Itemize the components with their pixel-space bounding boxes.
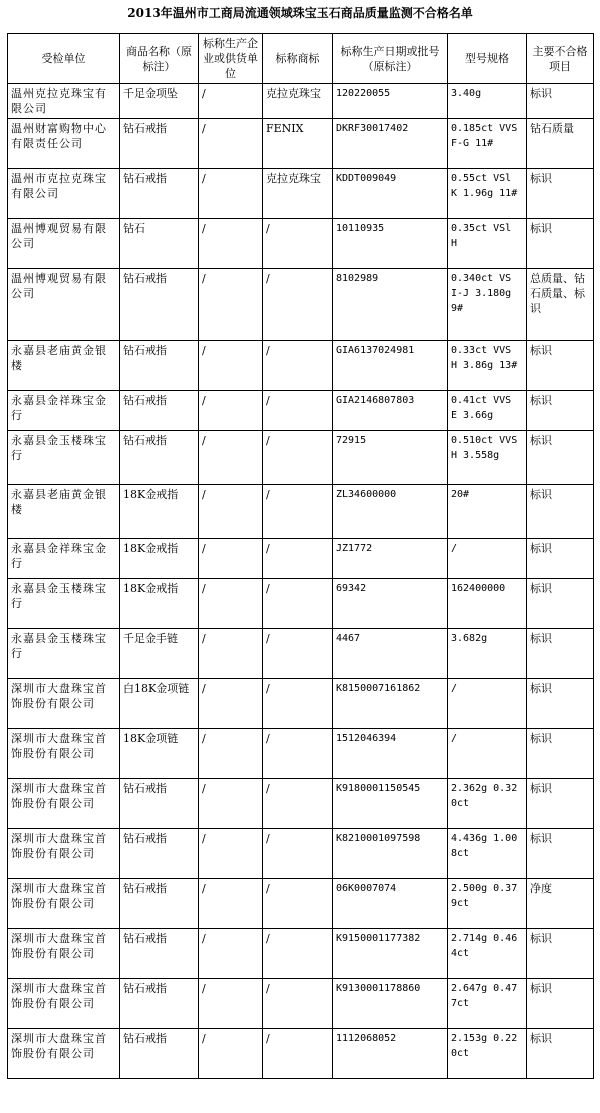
unit-cell: 深圳市大盘珠宝首饰股份有限公司 xyxy=(8,1029,120,1079)
table-row xyxy=(8,431,594,485)
product-name-cell: 钻石戒指 xyxy=(120,119,199,169)
maker-cell: / xyxy=(199,219,263,269)
spec-cell: 162400000 xyxy=(448,579,527,629)
unit-cell: 永嘉县金玉楼珠宝行 xyxy=(8,431,120,485)
spec-cell: 0.55ct VSl K 1.96g 11# xyxy=(448,169,527,219)
brand-cell: / xyxy=(263,679,333,729)
table-row xyxy=(8,84,594,119)
unit-cell: 永嘉县金玉楼珠宝行 xyxy=(8,579,120,629)
table-header-row xyxy=(8,34,594,84)
issue-cell: 标识 xyxy=(527,929,594,979)
maker-cell: / xyxy=(199,119,263,169)
header-spec: 型号规格 xyxy=(448,34,527,84)
batch-cell: 69342 xyxy=(333,579,448,629)
batch-cell: 1512046394 xyxy=(333,729,448,779)
spec-cell: 0.35ct VSl H xyxy=(448,219,527,269)
unit-cell: 深圳市大盘珠宝首饰股份有限公司 xyxy=(8,679,120,729)
header-batch: 标称生产日期或批号（原标注） xyxy=(333,34,448,84)
spec-cell: 0.510ct VVS H 3.558g xyxy=(448,431,527,485)
maker-cell: / xyxy=(199,431,263,485)
brand-cell: / xyxy=(263,929,333,979)
table-row xyxy=(8,485,594,539)
issue-cell: 标识 xyxy=(527,629,594,679)
issue-cell: 标识 xyxy=(527,579,594,629)
brand-cell: 克拉克珠宝 xyxy=(263,84,333,119)
spec-cell: / xyxy=(448,679,527,729)
spec-cell: 2.647g 0.477ct xyxy=(448,979,527,1029)
issue-cell: 标识 xyxy=(527,979,594,1029)
brand-cell: / xyxy=(263,729,333,779)
table-row xyxy=(8,341,594,391)
spec-cell: 2.153g 0.220ct xyxy=(448,1029,527,1079)
maker-cell: / xyxy=(199,269,263,341)
table-row xyxy=(8,269,594,341)
brand-cell: / xyxy=(263,431,333,485)
brand-cell: 克拉克珠宝 xyxy=(263,169,333,219)
product-name-cell: 18K金项链 xyxy=(120,729,199,779)
spec-cell: 2.500g 0.379ct xyxy=(448,879,527,929)
product-name-cell: 钻石戒指 xyxy=(120,341,199,391)
brand-cell: / xyxy=(263,879,333,929)
brand-cell: / xyxy=(263,269,333,341)
batch-cell: 1112068052 xyxy=(333,1029,448,1079)
maker-cell: / xyxy=(199,679,263,729)
product-name-cell: 钻石戒指 xyxy=(120,979,199,1029)
unit-cell: 永嘉县老庙黄金银楼 xyxy=(8,485,120,539)
batch-cell: 120220055 xyxy=(333,84,448,119)
spec-cell: 3.682g xyxy=(448,629,527,679)
issue-cell: 钻石质量 xyxy=(527,119,594,169)
product-name-cell: 钻石戒指 xyxy=(120,169,199,219)
batch-cell: DKRF30017402 xyxy=(333,119,448,169)
unit-cell: 永嘉县金玉楼珠宝行 xyxy=(8,629,120,679)
product-name-cell: 钻石戒指 xyxy=(120,879,199,929)
unit-cell: 深圳市大盘珠宝首饰股份有限公司 xyxy=(8,729,120,779)
maker-cell: / xyxy=(199,579,263,629)
batch-cell: 4467 xyxy=(333,629,448,679)
brand-cell: / xyxy=(263,539,333,579)
brand-cell: / xyxy=(263,579,333,629)
table-row xyxy=(8,579,594,629)
issue-cell: 标识 xyxy=(527,779,594,829)
table-row xyxy=(8,539,594,579)
issue-cell: 标识 xyxy=(527,84,594,119)
product-name-cell: 钻石 xyxy=(120,219,199,269)
header-brand: 标称商标 xyxy=(263,34,333,84)
maker-cell: / xyxy=(199,829,263,879)
maker-cell: / xyxy=(199,169,263,219)
batch-cell: 06K0007074 xyxy=(333,879,448,929)
table-row xyxy=(8,879,594,929)
product-name-cell: 钻石戒指 xyxy=(120,929,199,979)
header-product-name: 商品名称（原标注） xyxy=(120,34,199,84)
brand-cell: / xyxy=(263,485,333,539)
table-row xyxy=(8,629,594,679)
batch-cell: K9150001177382 xyxy=(333,929,448,979)
brand-cell: / xyxy=(263,391,333,431)
table-row xyxy=(8,169,594,219)
product-name-cell: 钻石戒指 xyxy=(120,269,199,341)
brand-cell: / xyxy=(263,1029,333,1079)
brand-cell: / xyxy=(263,629,333,679)
table-row xyxy=(8,779,594,829)
spec-cell: / xyxy=(448,539,527,579)
unit-cell: 永嘉县老庙黄金银楼 xyxy=(8,341,120,391)
maker-cell: / xyxy=(199,929,263,979)
unit-cell: 深圳市大盘珠宝首饰股份有限公司 xyxy=(8,779,120,829)
spec-cell: / xyxy=(448,729,527,779)
product-name-cell: 钻石戒指 xyxy=(120,779,199,829)
table-row xyxy=(8,979,594,1029)
maker-cell: / xyxy=(199,879,263,929)
batch-cell: JZ1772 xyxy=(333,539,448,579)
table-row xyxy=(8,929,594,979)
product-name-cell: 钻石戒指 xyxy=(120,829,199,879)
issue-cell: 标识 xyxy=(527,539,594,579)
brand-cell: / xyxy=(263,219,333,269)
header-unit: 受检单位 xyxy=(8,34,120,84)
spec-cell: 0.340ct VS I-J 3.180g 9# xyxy=(448,269,527,341)
issue-cell: 总质量、钻石质量、标识 xyxy=(527,269,594,341)
table-row xyxy=(8,829,594,879)
brand-cell: / xyxy=(263,779,333,829)
maker-cell: / xyxy=(199,729,263,779)
table-row xyxy=(8,729,594,779)
maker-cell: / xyxy=(199,84,263,119)
brand-cell: / xyxy=(263,829,333,879)
unit-cell: 深圳市大盘珠宝首饰股份有限公司 xyxy=(8,979,120,1029)
batch-cell: 72915 xyxy=(333,431,448,485)
batch-cell: GIA2146807803 xyxy=(333,391,448,431)
table-row xyxy=(8,1029,594,1079)
product-name-cell: 白18K金项链 xyxy=(120,679,199,729)
issue-cell: 标识 xyxy=(527,341,594,391)
product-name-cell: 钻石戒指 xyxy=(120,391,199,431)
batch-cell: K9130001178860 xyxy=(333,979,448,1029)
issue-cell: 标识 xyxy=(527,169,594,219)
unit-cell: 永嘉县金祥珠宝金行 xyxy=(8,391,120,431)
maker-cell: / xyxy=(199,979,263,1029)
spec-cell: 20# xyxy=(448,485,527,539)
issue-cell: 标识 xyxy=(527,829,594,879)
unit-cell: 深圳市大盘珠宝首饰股份有限公司 xyxy=(8,879,120,929)
maker-cell: / xyxy=(199,391,263,431)
table-row xyxy=(8,219,594,269)
product-name-cell: 18K金戒指 xyxy=(120,539,199,579)
unit-cell: 永嘉县金祥珠宝金行 xyxy=(8,539,120,579)
table-row xyxy=(8,391,594,431)
issue-cell: 标识 xyxy=(527,485,594,539)
unit-cell: 温州博观贸易有限公司 xyxy=(8,219,120,269)
unit-cell: 温州克拉克珠宝有限公司 xyxy=(8,84,120,119)
batch-cell: ZL34600000 xyxy=(333,485,448,539)
spec-cell: 2.714g 0.464ct xyxy=(448,929,527,979)
product-name-cell: 18K金戒指 xyxy=(120,485,199,539)
maker-cell: / xyxy=(199,1029,263,1079)
maker-cell: / xyxy=(199,779,263,829)
unit-cell: 温州博观贸易有限公司 xyxy=(8,269,120,341)
product-name-cell: 千足金项坠 xyxy=(120,84,199,119)
spec-cell: 4.436g 1.008ct xyxy=(448,829,527,879)
header-maker: 标称生产企业或供货单位 xyxy=(199,34,263,84)
table-row xyxy=(8,679,594,729)
spec-cell: 0.33ct VVS H 3.86g 13# xyxy=(448,341,527,391)
batch-cell: 10110935 xyxy=(333,219,448,269)
issue-cell: 标识 xyxy=(527,391,594,431)
product-name-cell: 钻石戒指 xyxy=(120,1029,199,1079)
issue-cell: 标识 xyxy=(527,1029,594,1079)
issue-cell: 标识 xyxy=(527,729,594,779)
maker-cell: / xyxy=(199,341,263,391)
brand-cell: / xyxy=(263,341,333,391)
batch-cell: K8150007161862 xyxy=(333,679,448,729)
header-issue: 主要不合格项目 xyxy=(527,34,594,84)
results-table xyxy=(7,33,594,1079)
issue-cell: 净度 xyxy=(527,879,594,929)
batch-cell: K9180001150545 xyxy=(333,779,448,829)
issue-cell: 标识 xyxy=(527,219,594,269)
product-name-cell: 18K金戒指 xyxy=(120,579,199,629)
spec-cell: 3.40g xyxy=(448,84,527,119)
batch-cell: 8102989 xyxy=(333,269,448,341)
issue-cell: 标识 xyxy=(527,679,594,729)
product-name-cell: 钻石戒指 xyxy=(120,431,199,485)
brand-cell: / xyxy=(263,979,333,1029)
spec-cell: 0.41ct VVS E 3.66g xyxy=(448,391,527,431)
table-row xyxy=(8,119,594,169)
issue-cell: 标识 xyxy=(527,431,594,485)
maker-cell: / xyxy=(199,629,263,679)
batch-cell: GIA6137024981 xyxy=(333,341,448,391)
unit-cell: 温州财富购物中心有限责任公司 xyxy=(8,119,120,169)
batch-cell: K8210001097598 xyxy=(333,829,448,879)
page-title: 2013年温州市工商局流通领域珠宝玉石商品质量监测不合格名单 xyxy=(127,6,473,20)
product-name-cell: 千足金手链 xyxy=(120,629,199,679)
spec-cell: 0.185ct VVS F-G 11# xyxy=(448,119,527,169)
brand-cell: FENIX xyxy=(263,119,333,169)
unit-cell: 深圳市大盘珠宝首饰股份有限公司 xyxy=(8,929,120,979)
batch-cell: KDDT009049 xyxy=(333,169,448,219)
unit-cell: 温州市克拉克珠宝有限公司 xyxy=(8,169,120,219)
spec-cell: 2.362g 0.320ct xyxy=(448,779,527,829)
maker-cell: / xyxy=(199,539,263,579)
unit-cell: 深圳市大盘珠宝首饰股份有限公司 xyxy=(8,829,120,879)
maker-cell: / xyxy=(199,485,263,539)
